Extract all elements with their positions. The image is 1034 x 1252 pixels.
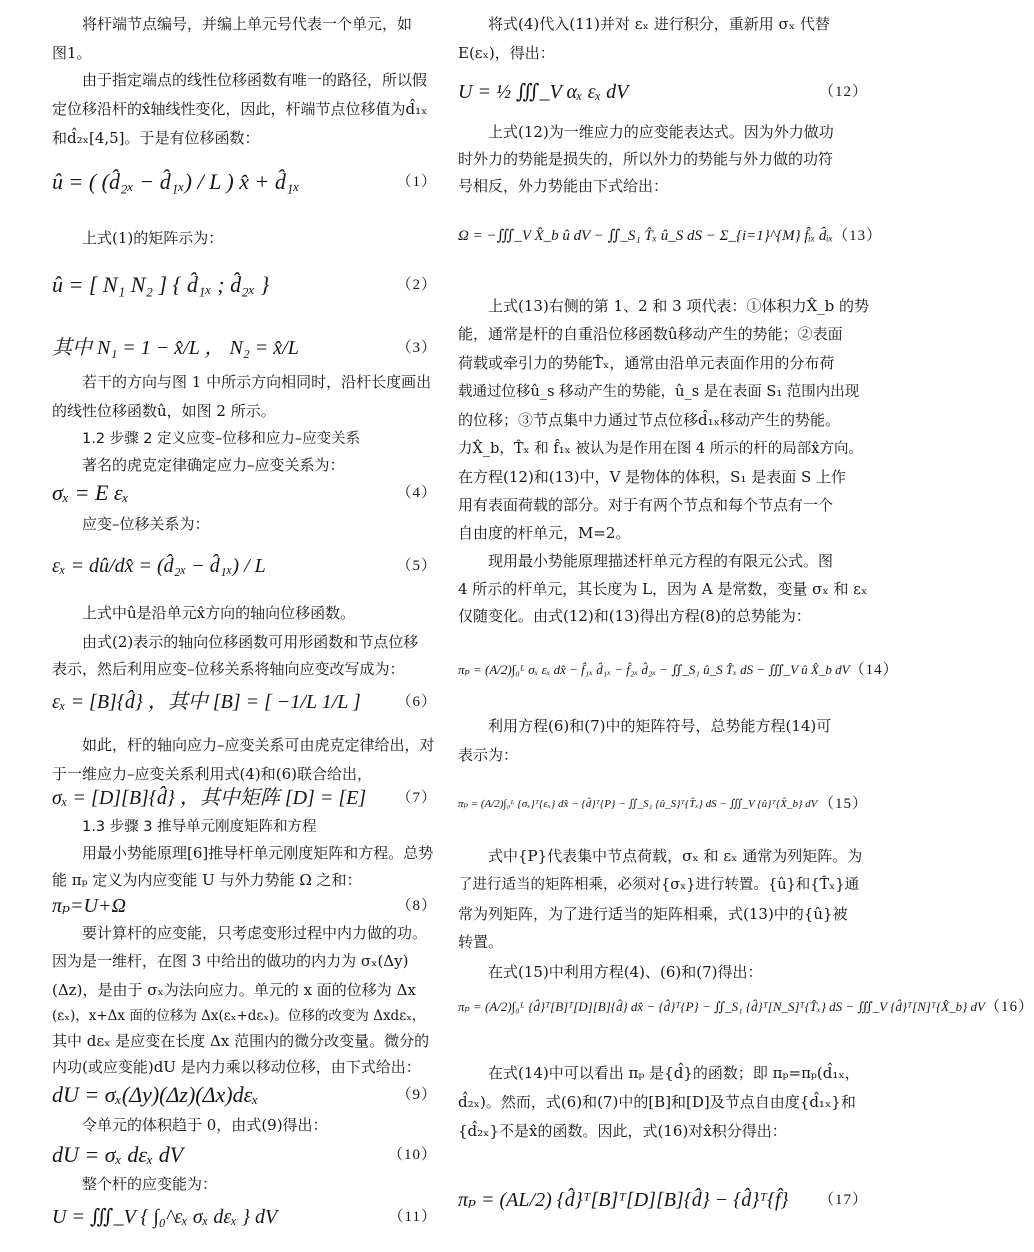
- equation-number: （15）: [818, 796, 868, 812]
- equation-number: （10）: [387, 1147, 437, 1163]
- equation-number: （17）: [818, 1192, 868, 1208]
- equation-15: [458, 781, 868, 827]
- paragraph-line: {d̂₂ₓ}不是x̂的函数。因此，式(16)对x̂积分得出：: [458, 1122, 787, 1140]
- equation-7: [52, 784, 437, 812]
- paragraph-line: 令单元的体积趋于 0，由式(9)得出：: [82, 1116, 328, 1134]
- paragraph-line: 用有表面荷载的部分。对于有两个节点和每个节点有一个: [458, 496, 834, 514]
- paragraph-line: 若干的方向与图 1 中所示方向相同时，沿杆长度画出: [82, 373, 432, 391]
- equation-formula: U = ½ ∭_V αₓ εₓ dV: [458, 81, 629, 103]
- paragraph-line: 利用方程(6)和(7)中的矩阵符号，总势能方程(14)可: [488, 717, 832, 735]
- paragraph-line: 上式中û是沿单元x̂方向的轴向位移函数。: [82, 604, 356, 622]
- equation-formula: πₚ = (A/2)∫₀ᴸ {σₓ}ᵀ{εₓ} dx̂ − {d̂}ᵀ{P} − ∬_S₁ {û_S}ᵀ{T̂ₓ} dS − ∭_V {û}ᵀ{X̂_b} dV: [458, 798, 818, 810]
- paragraph-line: 和d̂₂ₓ[4,5]。于是有位移函数：: [52, 129, 260, 147]
- paragraph-line: 其中 dεₓ 是应变在长度 Δx 范围内的微分改变量。微分的: [52, 1032, 430, 1050]
- equation-formula: πₚ = (AL/2) {d̂}ᵀ[B]ᵀ[D][B]{d̂} − {d̂}ᵀ{f̂}: [458, 1189, 789, 1211]
- equation-formula: εₓ = dû/dx̂ = (d̂₂ₓ − d̂₁ₓ) / L: [52, 555, 266, 577]
- equation-5: [52, 542, 437, 590]
- equation-formula: 其中 N₁ = 1 − x̂/L ， N₂ = x̂/L: [52, 337, 299, 359]
- paragraph-line: 仅随变化。由式(12)和(13)得出方程(8)的总势能为：: [458, 607, 811, 625]
- paragraph-line: 能，通常是杆的自重沿位移函数û移动产生的势能；②表面: [458, 325, 843, 343]
- equation-number: （1）: [396, 174, 437, 190]
- equation-formula: û = [ N₁ N₂ ] { d̂₁ₓ ; d̂₂ₓ }: [52, 272, 270, 297]
- equation-number: （2）: [396, 277, 437, 293]
- paragraph-line: 由于指定端点的线性位移函数有唯一的路径，所以假: [82, 71, 428, 89]
- paragraph-line: 的线性位移函数û，如图 2 所示。: [52, 402, 276, 420]
- paragraph-line: 整个杆的应变能为：: [82, 1175, 218, 1193]
- paragraph-line: 用最小势能原理[6]推导杆单元刚度矩阵和方程。总势: [82, 844, 434, 862]
- paragraph-line: 著名的虎克定律确定应力–应变关系为：: [82, 456, 345, 474]
- paragraph-line: E(εₓ)，得出：: [458, 44, 555, 62]
- paragraph-line: 在式(15)中利用方程(4)、(6)和(7)得出：: [488, 963, 763, 981]
- paragraph-line: 应变–位移关系为：: [82, 515, 210, 533]
- paragraph-line: 荷载或牵引力的势能T̂ₓ，通常由沿单元表面作用的分布荷: [458, 354, 835, 372]
- paragraph-line: d̂₂ₓ)。然而，式(6)和(7)中的[B]和[D]及节点自由度{d̂₁ₓ}和: [458, 1093, 856, 1111]
- equation-formula: dU = σₓ dεₓ dV: [52, 1142, 184, 1167]
- section-heading: 1.3 步骤 3 推导单元刚度矩阵和方程: [82, 819, 317, 835]
- paragraph-line: 内功(或应变能)dU 是内力乘以移动位移，由下式给出：: [52, 1058, 421, 1076]
- paragraph-line: 自由度的杆单元，M=2。: [458, 524, 631, 542]
- paragraph-line: 式中{P}代表集中节点荷载，σₓ 和 εₓ 通常为列矩阵。为: [488, 847, 863, 865]
- paragraph-line: 表示为：: [458, 746, 519, 764]
- equation-formula: σₓ = E εₓ: [52, 480, 129, 505]
- equation-number: （7）: [396, 790, 437, 806]
- paragraph-line: 常为列矩阵，为了进行适当的矩阵相乘，式(13)中的{û}被: [458, 905, 848, 923]
- paragraph-line: 了进行适当的矩阵相乘，必须对{σₓ}进行转置。{û}和{T̂ₓ}通: [458, 877, 860, 893]
- paragraph-line: 上式(13)右侧的第 1、2 和 3 项代表：①体积力X̂_b 的势: [488, 297, 870, 315]
- equation-number: （16）: [985, 999, 1034, 1015]
- equation-number: （8）: [396, 898, 437, 914]
- equation-9: [52, 1081, 437, 1109]
- paragraph-line: 载通过位移û_s 移动产生的势能，û_s 是在表面 S₁ 范围内出现: [458, 384, 860, 400]
- equation-17: [458, 1175, 868, 1225]
- paragraph-line: 由式(2)表示的轴向位移函数可用形函数和节点位移: [82, 633, 419, 651]
- paragraph-line: 上式(1)的矩阵示为：: [82, 229, 224, 247]
- equation-12: [458, 70, 868, 114]
- equation-13: [458, 206, 883, 266]
- paragraph-line: 于一维应力–应变关系利用式(4)和(6)联合给出，: [52, 765, 372, 783]
- equation-number: （9）: [396, 1087, 437, 1103]
- paragraph-line: 4 所示的杆单元，其长度为 L，因为 A 是常数，变量 σₓ 和 εₓ: [458, 580, 868, 598]
- paragraph-line: 表示，然后利用应变–位移关系将轴向应变改写成为：: [52, 660, 405, 678]
- equation-number: （11）: [388, 1209, 437, 1225]
- paragraph-line: 要计算杆的应变能，只考虑变形过程中内力做的功。: [82, 924, 428, 942]
- paragraph-line: 转置。: [458, 933, 504, 951]
- paragraph-line: 的位移；③节点集中力通过节点位移d̂₁ₓ移动产生的势能。: [458, 411, 840, 429]
- equation-formula: U = ∭_V { ∫₀^εₓ σₓ dεₓ } dV: [52, 1206, 278, 1228]
- equation-number: （4）: [396, 485, 437, 501]
- equation-formula: σₓ = [D][B]{d̂} ，其中矩阵 [D] = [E]: [52, 787, 367, 809]
- paragraph-line: 因为是一维杆，在图 3 中给出的做功的内力为 σₓ(Δy): [52, 952, 409, 970]
- paragraph-line: 上式(12)为一维应力的应变能表达式。因为外力做功: [488, 123, 834, 141]
- equation-number: （6）: [396, 694, 437, 710]
- equation-formula: πₚ = (A/2)∫₀ᴸ {d̂}ᵀ[B]ᵀ[D][B]{d̂} dx̂ − {d̂}ᵀ{P} − ∬_S₁ {d̂}ᵀ[N_S]ᵀ{T̂ₓ} dS − ∭_V {d̂}ᵀ[N]ᵀ{X̂_b} dV: [458, 999, 985, 1014]
- equation-formula: πₚ=U+Ω: [52, 895, 126, 917]
- equation-14: [458, 644, 899, 696]
- equation-formula: dU = σₓ(Δy)(Δz)(Δx)dεₓ: [52, 1082, 259, 1107]
- paragraph-line: 能 πₚ 定义为内应变能 U 与外力势能 Ω 之和：: [52, 871, 362, 889]
- equation-10: [52, 1142, 437, 1168]
- equation-number: （12）: [818, 84, 868, 100]
- paragraph-line: (Δz)，是由于 σₓ为法向应力。单元的 x 面的位移为 Δx: [52, 981, 416, 999]
- section-heading: 1.2 步骤 2 定义应变–位移和应力–应变关系: [82, 431, 361, 447]
- equation-4: [52, 478, 437, 508]
- equation-formula: εₓ = [B]{d̂} ，其中 [B] = [ −1/L 1/L ]: [52, 691, 361, 713]
- equation-number: （14）: [849, 662, 899, 678]
- paragraph-line: 定位移沿杆的x̂轴线性变化，因此，杆端节点位移值为d̂₁ₓ: [52, 100, 428, 118]
- equation-formula: Ω = −∭_V X̂_b û dV − ∬_S₁ T̂ₓ û_S dS − Σ_{i=1}^{M} f̂ᵢₓ d̂ᵢₓ: [458, 228, 834, 244]
- equation-2: [52, 258, 437, 312]
- paragraph-line: 将杆端节点编号，并编上单元号代表一个单元，如: [82, 15, 413, 33]
- paragraph-line: 在方程(12)和(13)中，V 是物体的体积，S₁ 是表面 S 上作: [458, 468, 847, 486]
- paragraph-line: (εₓ)，x+Δx 面的位移为 Δx(εₓ+dεₓ)。位移的改变为 Δxdεₓ，: [52, 1008, 426, 1024]
- equation-16: [458, 992, 1034, 1022]
- paragraph-line: 号相反，外力势能由下式给出：: [458, 177, 669, 195]
- equation-formula: û = ( (d̂₂ₓ − d̂₁ₓ) / L ) x̂ + d̂₁ₓ: [52, 169, 300, 194]
- paragraph-line: 现用最小势能原理描述杆单元方程的有限元公式。图: [488, 552, 834, 570]
- equation-number: （3）: [396, 340, 437, 356]
- paragraph-line: 力X̂_b，T̂ₓ 和 f̂₁ₓ 被认为是作用在图 4 所示的杆的局部x̂方向。: [458, 441, 863, 457]
- paragraph-line: 图1。: [52, 44, 92, 62]
- paragraph-line: 时外力的势能是损失的，所以外力的势能与外力做的功符: [458, 150, 834, 168]
- paragraph-line: 如此，杆的轴向应力–应变关系可由虎克定律给出，对: [82, 736, 435, 754]
- equation-number: （13）: [833, 228, 883, 244]
- paragraph-line: 将式(4)代入(11)并对 εₓ 进行积分，重新用 σₓ 代替: [488, 15, 830, 33]
- equation-1: [52, 160, 437, 204]
- paragraph-line: 在式(14)中可以看出 πₚ 是{d̂}的函数；即 πₚ=πₚ(d̂₁ₓ，: [488, 1064, 860, 1082]
- equation-8: [52, 896, 437, 916]
- equation-3: [52, 333, 437, 363]
- equation-number: （5）: [396, 558, 437, 574]
- equation-11: [52, 1193, 437, 1241]
- equation-6: [52, 681, 437, 723]
- equation-formula: πₚ = (A/2)∫₀ᴸ σₓ εₓ dx̂ − f̂₁ₓ d̂₁ₓ − f̂₂ₓ d̂₂ₓ − ∬_S₁ û_S T̂ₓ dS − ∭_V û X̂_b dV: [458, 662, 850, 677]
